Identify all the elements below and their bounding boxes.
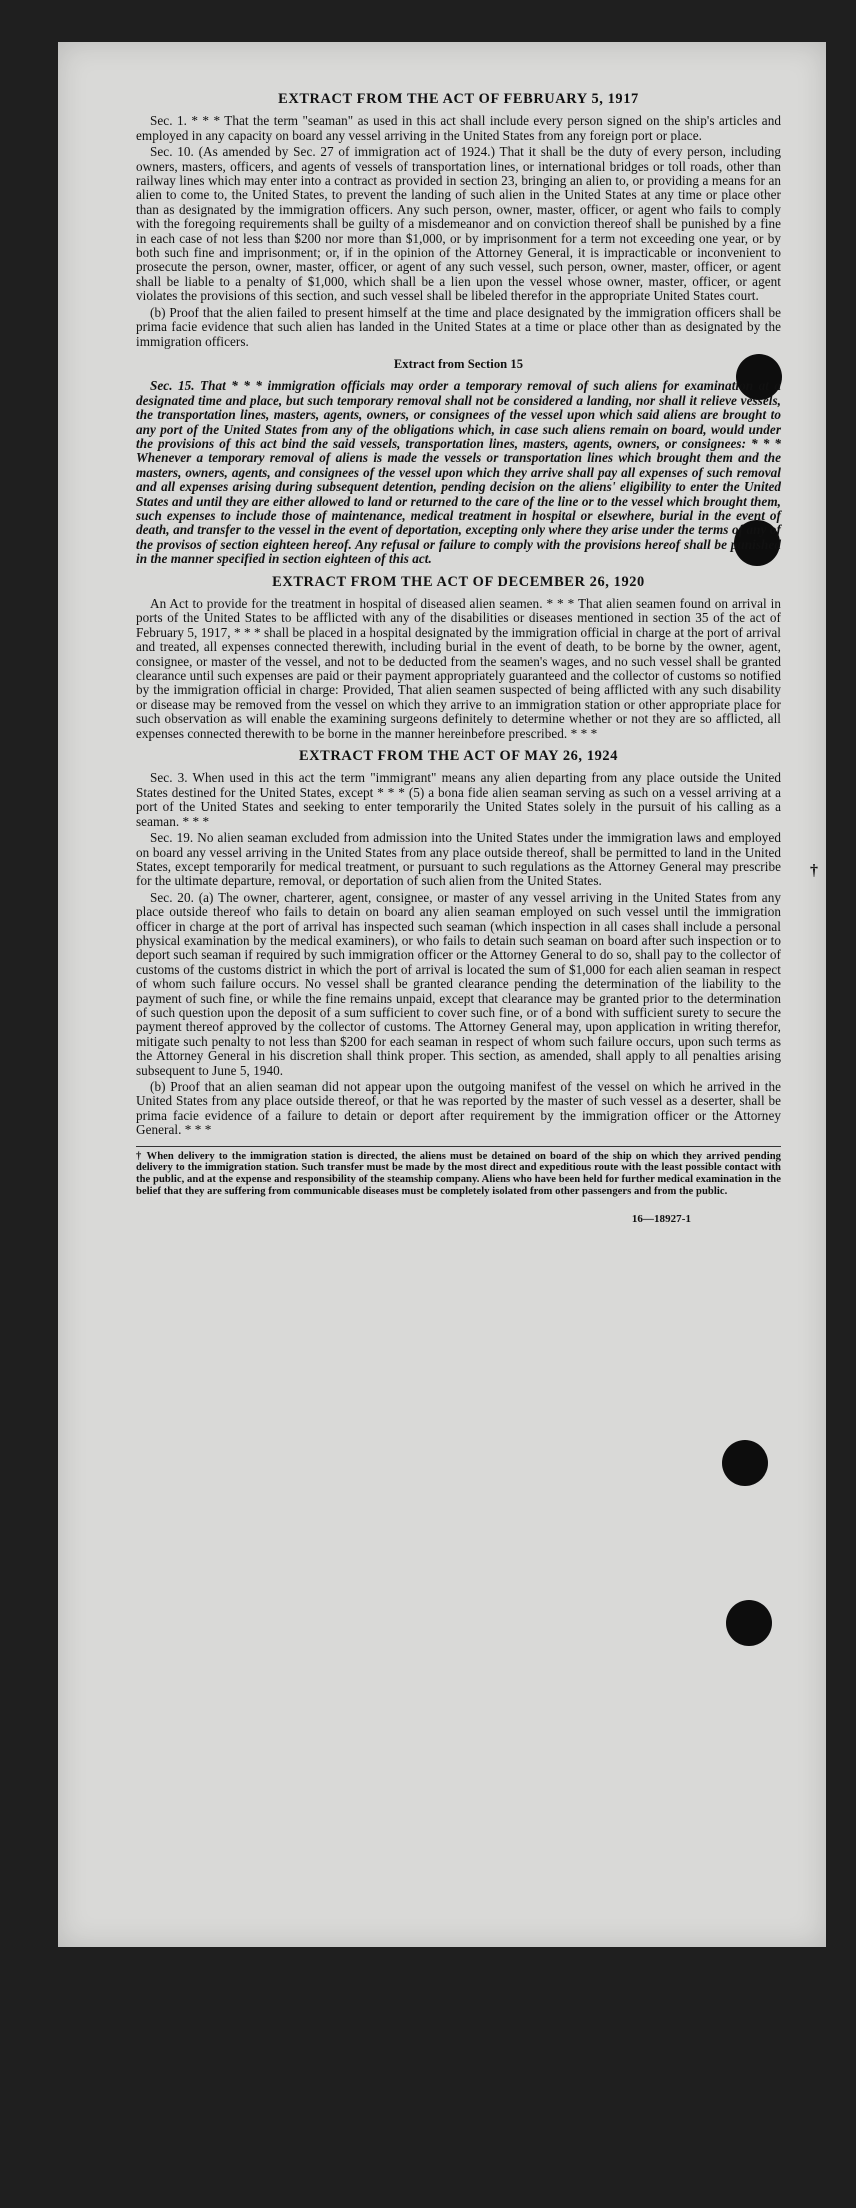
form-number: 16—18927-1 bbox=[631, 1212, 691, 1225]
paragraph: Sec. 10. (As amended by Sec. 27 of immigration act of 1924.) That it shall be the duty of every person, including owners, masters, officers, and agents of vessels of transportation lines, or international bridges or toll roads, other than railway lines which may enter into a contract as provided in section 23, bringing an alien to, or providing a means for an alien to come to, the United States, to prevent the landing of such alien in the United States at any time or place other than as designated by the immigration officers. Any such person, owner, master, officer, or agent who fails to comply with the foregoing requirements shall be guilty of a misdemeanor and on conviction thereof shall be punished by a fine in each case of not less than $200 nor more than $1,000, or by imprisonment for a term not exceeding one year, or by both such fine and imprisonment; or, if in the opinion of the Attorney General, it is impracticable or inconvenient to prosecute the person, owner, master, officer, or agent of any such vessel, such person, owner, master, officer, or agent shall be liable to a penalty of $1,000, which shall be a lien upon the vessel whose owner, master, officer, or agent violates the provisions of this section, and such vessel shall be libeled therefor in the appropriate United States court. bbox=[136, 144, 781, 304]
section-heading: Extract from Section 15 bbox=[393, 356, 524, 371]
paragraph: (b) Proof that an alien seaman did not appear upon the outgoing manifest of the vessel on which he arrived in the United States from any place outside thereof, or that he was reported by the master of such vessel as a deserter, shall be prima facie evidence of a failure to detain or deport after requirement by the immigration officer or the Attorney General. * * * bbox=[136, 1079, 781, 1138]
margin-dagger-mark: † bbox=[810, 862, 818, 879]
paragraph: An Act to provide for the treatment in hospital of diseased alien seamen. * * * That alien seamen found on arrival in ports of the United States to be afflicted with any of the disabilities or diseases mentioned in section 35 of the act of February 5, 1917, * * * shall be placed in a hospital designated by the immigration official in charge at the port of arrival and treated, all expenses connected therewith, including burial in the event of death, to be borne by the owner, agent, consignee, or master of the vessel, and not to be deducted from the seamen's wages, and no such vessel shall be granted clearance until such expenses are paid or their payment appropriately guaranteed and the collector of customs so notified by the immigration official in charge: Provided, That alien seamen suspected of being afflicted with any such disability or disease may be removed from the vessel on which they arrive to an immigration station or other appropriate place for such observation as will enable the examining surgeons definitely to determine whether or not they are so afflicted, all expenses connected therewith to be borne in the manner hereinbefore prescribed. * * * bbox=[136, 596, 781, 741]
paragraph: Sec. 19. No alien seaman excluded from admission into the United States under the immigration laws and employed on board any vessel arriving in the United States from any place outside thereof, shall be permitted to land in the United States, except temporarily for medical treatment, or pursuant to such regulations as the Attorney General may prescribe for the ultimate departure, removal, or deportation of such alien from the United States. bbox=[136, 830, 781, 889]
document-page bbox=[58, 42, 826, 1947]
punch-hole bbox=[722, 1440, 768, 1486]
paragraph: (b) Proof that the alien failed to present himself at the time and place designated by the immigration officers shall be prima facie evidence that such alien has landed in the United States at a time or place other than as designated by the immigration officers. bbox=[136, 304, 781, 349]
section-act-1920 bbox=[136, 575, 781, 741]
section-act-1924 bbox=[136, 749, 781, 1138]
section-heading: EXTRACT FROM THE ACT OF DECEMBER 26, 1920 bbox=[272, 573, 645, 590]
section-heading: EXTRACT FROM THE ACT OF MAY 26, 1924 bbox=[298, 748, 619, 765]
footnote: † When delivery to the immigration station is directed, the aliens must be detained on board of the ship on which they arrived pending delivery to the immigration station. Such transfer must be made by the most direct and expeditious route with the least possible contact with the public, and at the expense and responsibility of the steamship company. Aliens who have been held for further medical examination in the belief that they are suffering from communicable diseases must be completely isolated from other passengers and from the public. bbox=[136, 1146, 781, 1198]
section-heading: EXTRACT FROM THE ACT OF FEBRUARY 5, 1917 bbox=[278, 91, 639, 107]
paragraph: Sec. 15. That * * * immigration officials may order a temporary removal of such aliens for examination at a designated time and place, but such temporary removal shall not be considered a landing, nor shall it relieve vessels, the transportation lines, masters, agents, owners, or consignees of the vessel upon which said aliens are brought to any port of the United States from any of the obligations which, in case such aliens remain on board, would under the provisions of this act bind the said vessels, transportation lines, masters, agents, owners, or consignees: * * * Whenever a temporary removal of aliens is made the vessels or transportation lines which brought them and the masters, owners, agents, and consignees of the vessel upon which they arrive shall pay all expenses of such removal and all expenses arising during subsequent detention, pending decision on the aliens' eligibility to enter the United States and until they are either allowed to land or returned to the care of the line or to the vessel which brought them, such expenses to include those of maintenance, medical treatment in hospital or elsewhere, burial in the event of death, and transfer to the vessel in the event of deportation, excepting only where they arise under the terms of any of the provisos of section eighteen hereof. Any refusal or failure to comply with the provisions hereof shall be punished in the manner specified in section eighteen of this act. bbox=[136, 378, 781, 567]
document-body bbox=[136, 42, 781, 1226]
punch-hole bbox=[726, 1600, 772, 1646]
section-extract-15 bbox=[136, 357, 781, 567]
section-act-1917 bbox=[136, 92, 781, 349]
paragraph: Sec. 3. When used in this act the term "immigrant" means any alien departing from any place outside the United States destined for the United States, except * * * (5) a bona fide alien seaman serving as such on a vessel arriving at a port of the United States and seeking to enter temporarily the United States solely in the pursuit of his calling as a seaman. * * * bbox=[136, 770, 781, 829]
paragraph: Sec. 1. * * * That the term "seaman" as used in this act shall include every person signed on the ship's articles and employed in any capacity on board any vessel arriving in the United States from any foreign port or place. bbox=[136, 113, 781, 143]
paragraph: Sec. 20. (a) The owner, charterer, agent, consignee, or master of any vessel arriving in the United States from any place outside thereof who fails to detain on board any alien seaman employed on such vessel until the immigration officer in charge at the port of arrival has inspected such seaman (which inspection in all cases shall include a personal physical examination by the medical examiners), or who fails to detain such seaman on board after such inspection or to deport such seaman if required by such immigration officer or the Attorney General to do so, shall pay to the collector of customs of the customs district in which the port of arrival is located the sum of $1,000 for each alien seaman in respect of whom such failure occurs. No vessel shall be granted clearance pending the determination of the liability to the payment of such fine, or while the fine remains unpaid, except that clearance may be granted prior to the determination of such question upon the deposit of a sum sufficient to cover such fine, or of a bond with sufficient surety to secure the payment thereof approved by the collector of customs. The Attorney General may, upon application in writing therefor, mitigate such penalty to not less than $200 for each seaman in respect of whom such failure occurs, upon such terms as the Attorney General in his discretion shall think proper. This section, as amended, shall apply to all penalties arising subsequent to June 5, 1940. bbox=[136, 889, 781, 1078]
